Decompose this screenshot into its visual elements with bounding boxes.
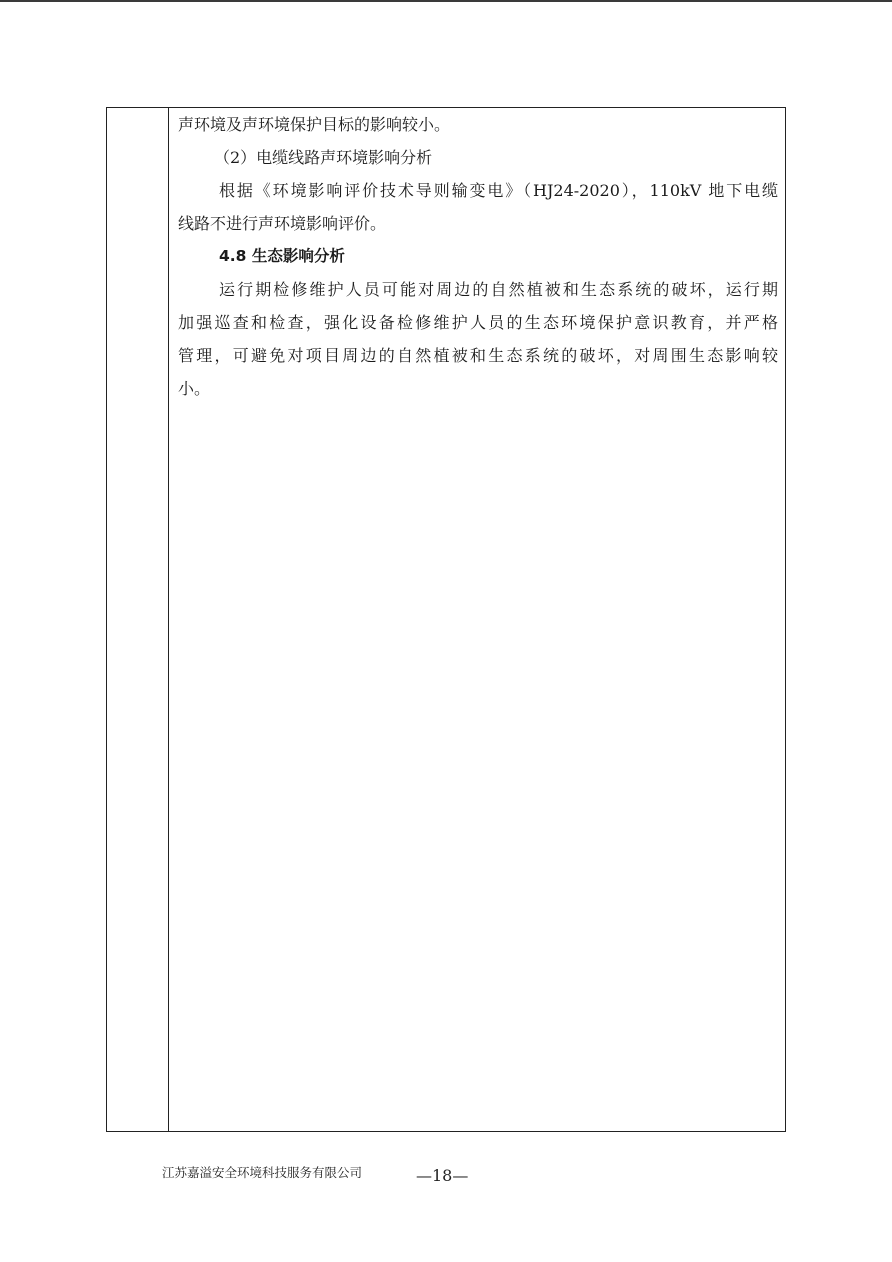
text-line: 加强巡查和检查，强化设备检修维护人员的生态环境保护意识教育，并严格 <box>178 313 778 332</box>
content-table <box>106 107 786 1132</box>
text-line: 小。 <box>178 379 211 398</box>
text-line: 管理，可避免对项目周边的自然植被和生态系统的破坏，对周围生态影响较 <box>178 346 778 365</box>
table-content-cell <box>178 108 778 405</box>
text-line: 运行期检修维护人员可能对周边的自然植被和生态系统的破坏，运行期 <box>219 280 778 299</box>
text-line: 线路不进行声环境影响评价。 <box>178 214 387 233</box>
page-number: —18— <box>416 1166 469 1185</box>
subsection-title: （2）电缆线路声环境影响分析 <box>214 148 433 167</box>
footer-company-name: 江苏嘉溢安全环境科技服务有限公司 <box>162 1165 363 1180</box>
page-top-border <box>0 0 892 2</box>
table-left-column <box>107 108 169 1131</box>
section-heading: 4.8 生态影响分析 <box>219 247 345 265</box>
text-line: 声环境及声环境保护目标的影响较小。 <box>178 115 451 134</box>
text-line: 根据《环境影响评价技术导则输变电》（HJ24-2020），110kV 地下电缆 <box>219 181 778 200</box>
